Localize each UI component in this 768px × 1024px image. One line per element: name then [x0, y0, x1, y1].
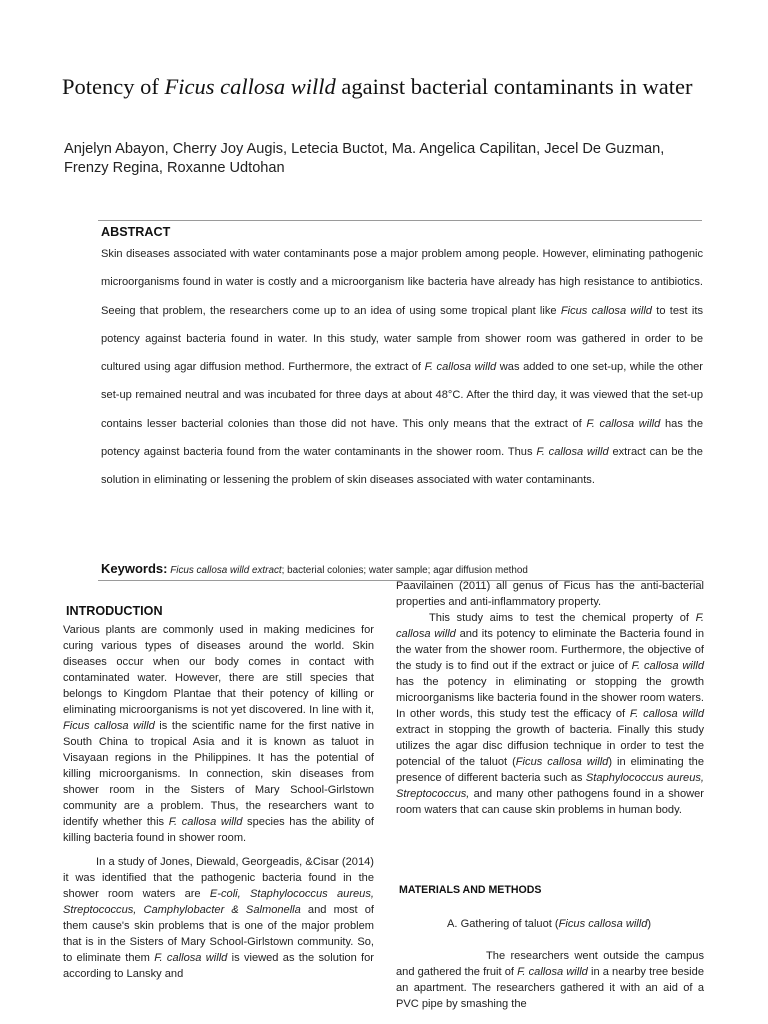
paper-title: Potency of Ficus callosa willd against bacterial contaminants in water [62, 74, 693, 99]
methods-paragraph-1: The researchers went outside the campus and gathered the fruit of F. callosa willd in a nearby tree beside an apartment. The researchers gathered it with an aid of a PVC pipe by smashing the [396, 950, 704, 1010]
keywords-label: Keywords: [101, 561, 168, 576]
intro-paragraph-2: In a study of Jones, Diewald, Georgeadis, &Cisar (2014) it was identified that the pathogenic bacteria found in the shower room waters are E-coli, Staphylococcus aureus, Streptococcus, Camphylobacter & Salmonella and most of them cause's skin problems that is one of the major problem that is in the Sisters of Mary School-Girlstown community. So, to eliminate them F. callosa willd is viewed as the solution for according to Lansky and [63, 856, 374, 980]
methods-subheading-a: A. Gathering of taluot (Ficus callosa willd) [447, 918, 652, 930]
abstract-heading: ABSTRACT [101, 225, 171, 239]
methods-heading: MATERIALS AND METHODS [399, 884, 542, 896]
left-column [63, 622, 374, 982]
intro-paragraph-3: Paavilainen (2011) all genus of Ficus has the anti-bacterial properties and anti-inflammatory property. [396, 580, 704, 608]
intro-paragraph-4: This study aims to test the chemical property of F. callosa willd and its potency to eliminate the Bacteria found in the water from the shower room. Furthermore, the objective of the study is to find out if the extract or juice of F. callosa willd has the potency in eliminating or stopping the growth microorganisms like bacteria found in the shower room waters. In other words, this study test the efficacy of F. callosa willd extract in stopping the growth of bacteria. Finally this study utilizes the agar disc diffusion technique in order to test the potencial of the taluot (Ficus callosa willd) in eliminating the presence of different bacteria such as Staphylococcus aureus, Streptococcus, and many other pathogens found in a shower room waters that can cause skin problems in human body. [396, 612, 705, 816]
author-list: Anjelyn Abayon, Cherry Joy Augis, Letecia Buctot, Ma. Angelica Capilitan, Jecel De Guzman, Frenzy Regina, Roxanne Udtohan [64, 141, 665, 176]
abstract-text: Skin diseases associated with water contaminants pose a major problem among people. However, eliminating pathogenic microorganisms found in water is costly and a microorganism like bacteria have already has high resistance to antibiotics. Seeing that problem, the researchers come up to an idea of using some tropical plant like Ficus callosa willd to test its potency against bacteria found in water. In this study, water sample from shower room was gathered in order to be cultured using agar diffusion method. Furthermore, the extract of F. callosa willd was added to one set-up, while the other set-up remained neutral and was incubated for three days at about 48°C. After the third day, it was viewed that the set-up contains lesser bacterial colonies than those did not have. This only means that the extract of F. callosa willd has the potency against bacteria found from the water contaminants in the shower room. Thus F. callosa willd extract can be the solution in eliminating or lessening the problem of skin diseases associated with water contaminants. [101, 248, 703, 487]
keywords-line: Keywords: Ficus callosa willd extract; bacterial colonies; water sample; agar diffusion method [101, 561, 528, 576]
right-column [396, 578, 704, 818]
abstract-top-divider [98, 220, 702, 221]
introduction-heading: INTRODUCTION [66, 604, 163, 618]
intro-paragraph-1: Various plants are commonly used in making medicines for curing various types of diseases around the world. Skin diseases occur when our body comes in contact with contaminated water. However, there are still species that belongs to Kingdom Plantae that their potency of killing or eliminating microorganisms is not yet discovered. In line with it, Ficus callosa willd is the scientific name for the first native in South China to tropical Asia and it is known as taluot in Visayaan regions in the Philippines. It has the potential of killing microorganisms. In connection, skin diseases from shower room in the Sisters of Mary School-Girlstown community are a problem. Thus, the researchers want to identify whether this F. callosa willd species has the ability of killing bacteria found in shower room. [63, 624, 375, 844]
